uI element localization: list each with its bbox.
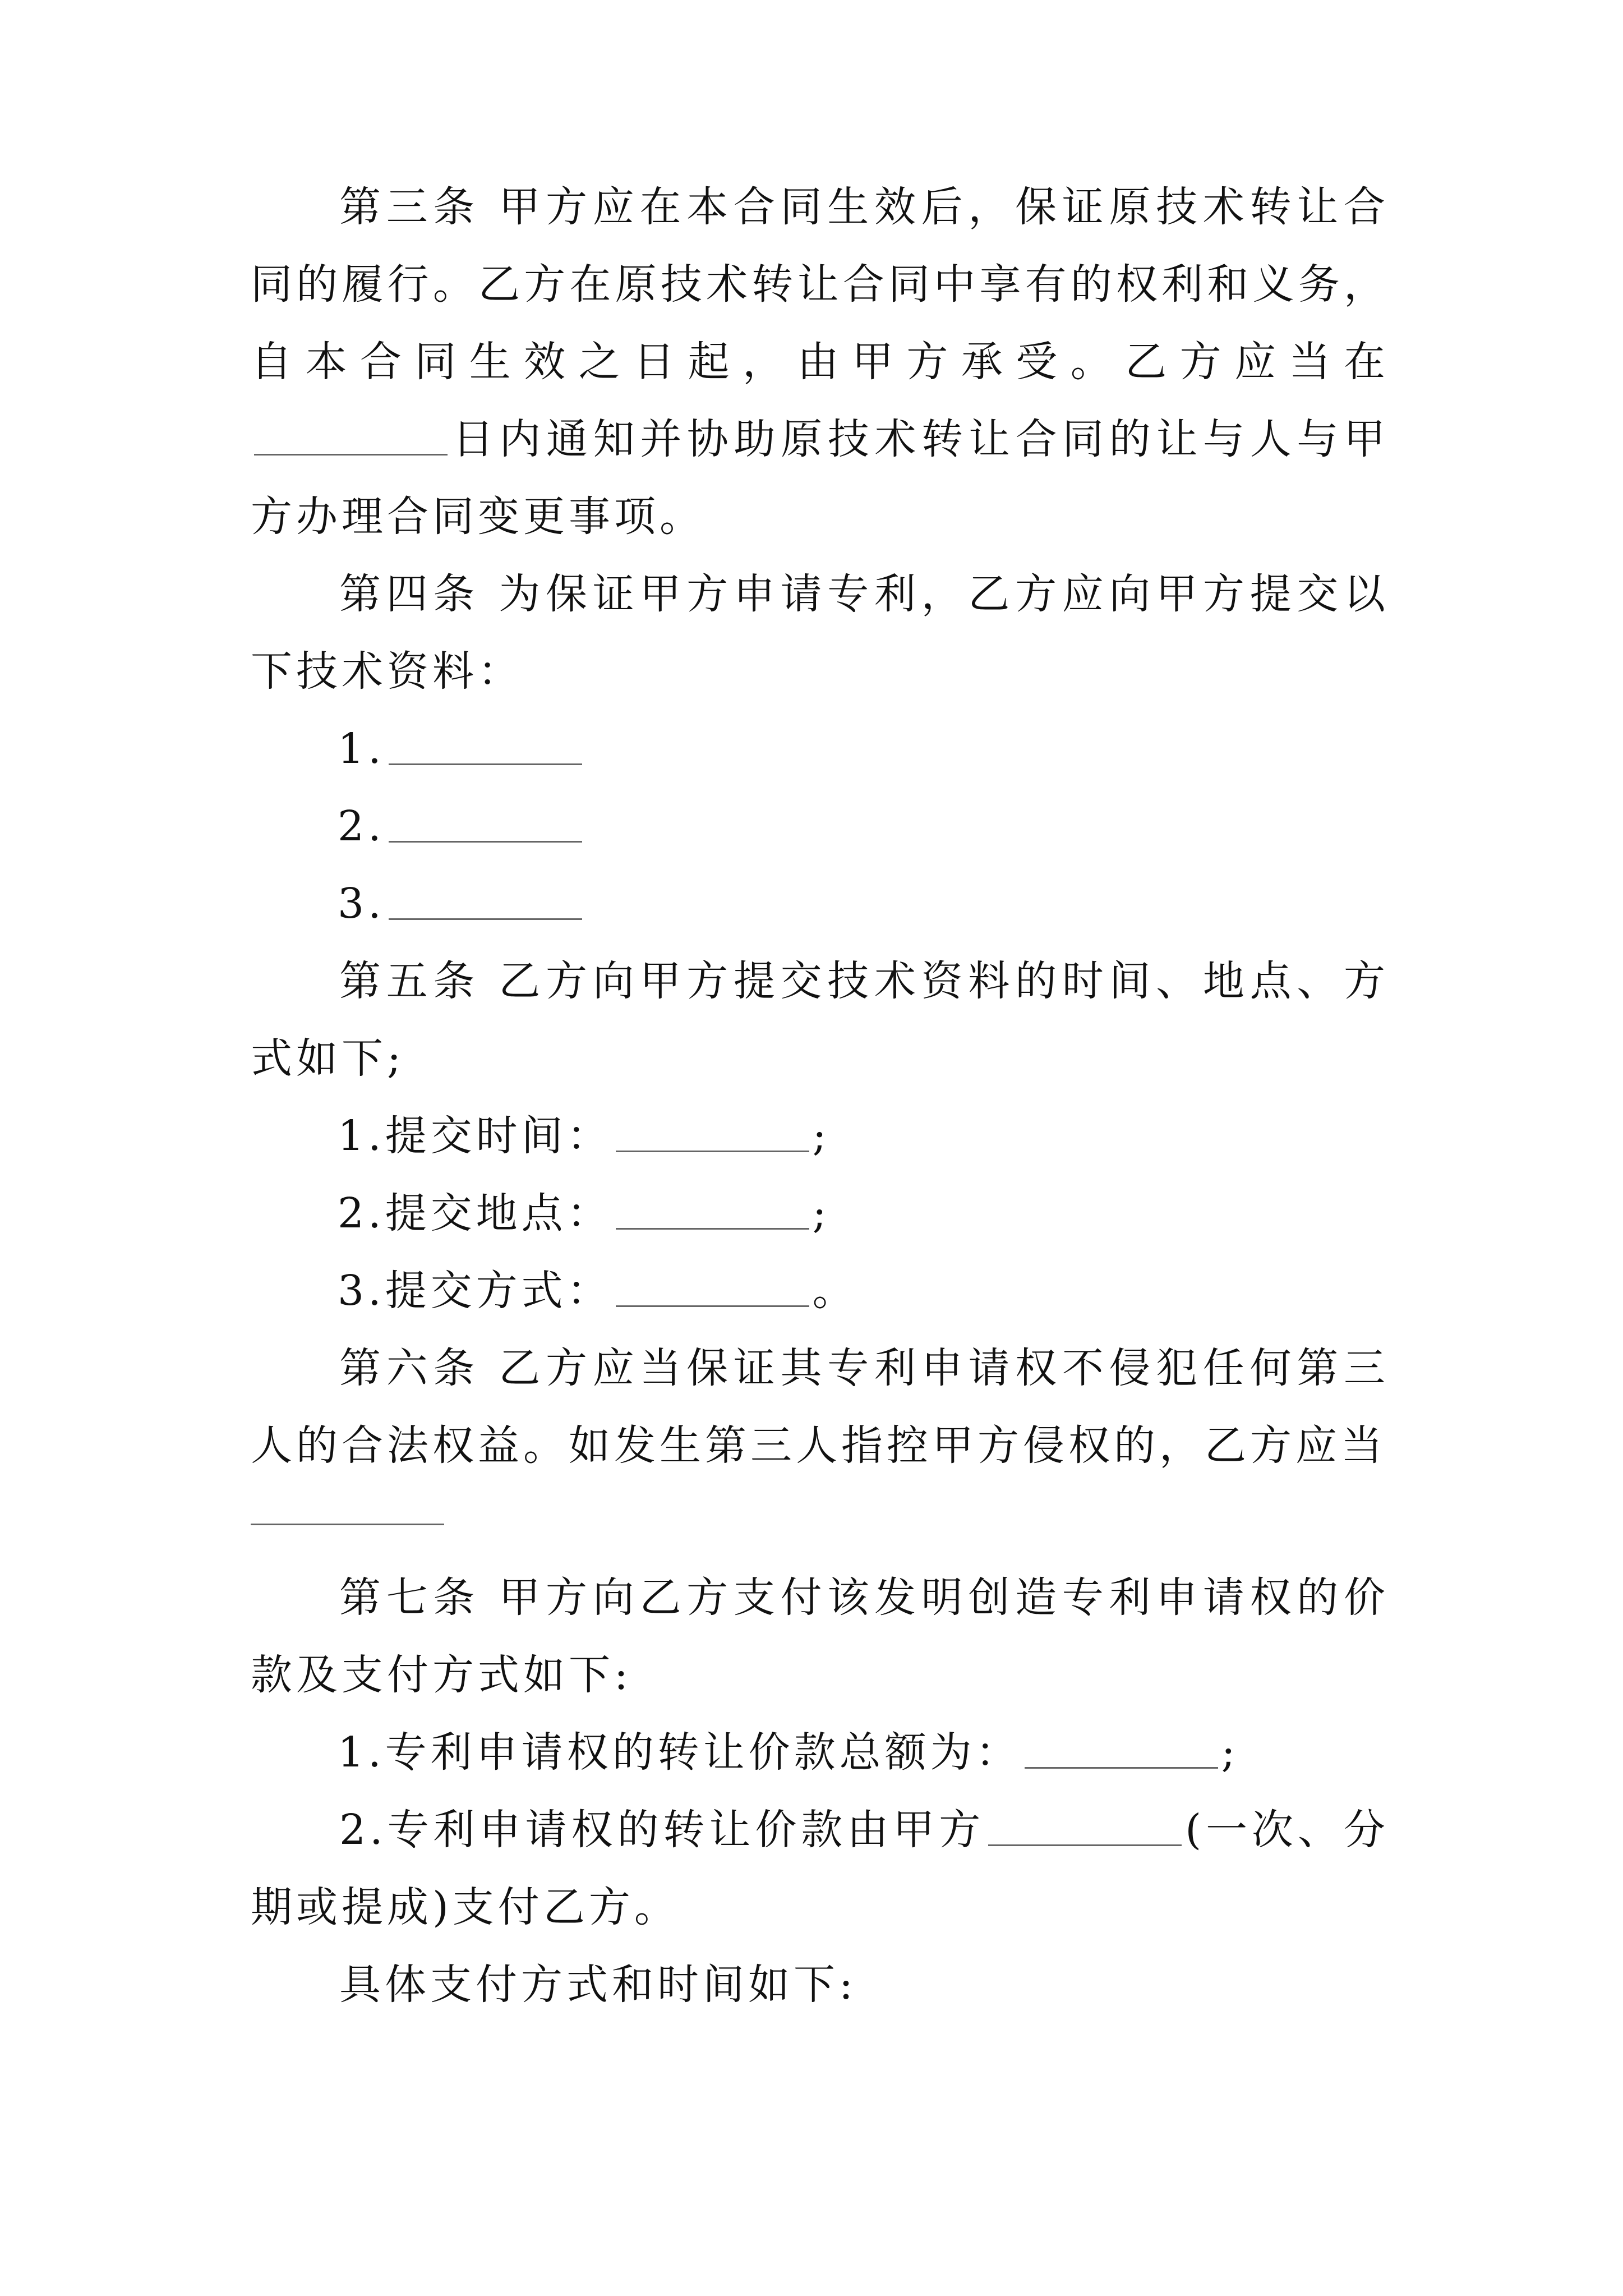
payment-mode-blank[interactable]	[988, 1803, 1182, 1846]
submit-place-blank[interactable]	[616, 1186, 809, 1230]
article-5: 第五条 乙方向甲方提交技术资料的时间、地点、方式如下;	[251, 957, 1389, 1083]
article-5-item-2	[251, 1175, 1389, 1252]
submit-method-label: 3.提交方式：	[338, 1267, 612, 1315]
total-price-blank[interactable]	[1025, 1726, 1218, 1769]
article-4-item-3-blank[interactable]	[389, 877, 582, 920]
article-7-item-2	[251, 1791, 1389, 1946]
submit-time-blank[interactable]	[616, 1109, 809, 1152]
punctuation: ;	[812, 1189, 831, 1237]
submit-time-label: 1.提交时间：	[338, 1112, 612, 1160]
article-5-item-3	[251, 1252, 1389, 1329]
item-number: 1.	[338, 725, 385, 773]
punctuation: ;	[812, 1112, 831, 1160]
article-6: 第六条 乙方应当保证其专利申请权不侵犯任何第三人的合法权益。如发生第三人指控甲方侵权的，乙方应当	[251, 1344, 1389, 1470]
article-3	[251, 168, 1389, 555]
article-6-blank-line[interactable]	[251, 1524, 444, 1525]
article-4-item-2	[251, 788, 1389, 865]
article-4: 第四条 为保证甲方申请专利，乙方应向甲方提交以下技术资料：	[251, 570, 1389, 696]
article-7-item-1	[251, 1714, 1389, 1791]
payment-head: 2.专利申请权的转让价款由甲方	[339, 1806, 985, 1854]
payment-tail: (一次、分期或提成)支付乙方。	[251, 1806, 1389, 1931]
payment-intro: 具体支付方式和时间如下:	[339, 1961, 857, 2009]
article-4-item-3	[251, 865, 1389, 942]
article-7: 第七条 甲方向乙方支付该发明创造专利申请权的价款及支付方式如下:	[251, 1573, 1389, 1699]
punctuation: ;	[1221, 1728, 1239, 1777]
article-3-head: 第三条 甲方应在本合同生效后，保证原技术转让合同的履行。乙方在原技术转让合同中享有的权利和义务，自本合同生效之日起，由甲方承受。乙方应当在	[251, 183, 1389, 386]
article-3-tail: 日内通知并协助原技术转让合同的让与人与甲方办理合同变更事项。	[251, 415, 1389, 541]
article-4-item-1	[251, 710, 1389, 788]
article-4-item-2-blank[interactable]	[389, 799, 582, 843]
article-4-item-1-blank[interactable]	[389, 722, 582, 765]
submit-method-blank[interactable]	[616, 1264, 809, 1307]
total-price-label: 1.专利申请权的转让价款总额为：	[338, 1728, 1021, 1777]
item-number: 3.	[338, 880, 385, 928]
punctuation: 。	[812, 1267, 858, 1315]
item-number: 2.	[338, 802, 385, 850]
contract-page	[251, 168, 1389, 2023]
submit-place-label: 2.提交地点：	[338, 1189, 612, 1237]
article-3-days-blank[interactable]	[254, 412, 448, 455]
article-5-item-1	[251, 1097, 1389, 1175]
